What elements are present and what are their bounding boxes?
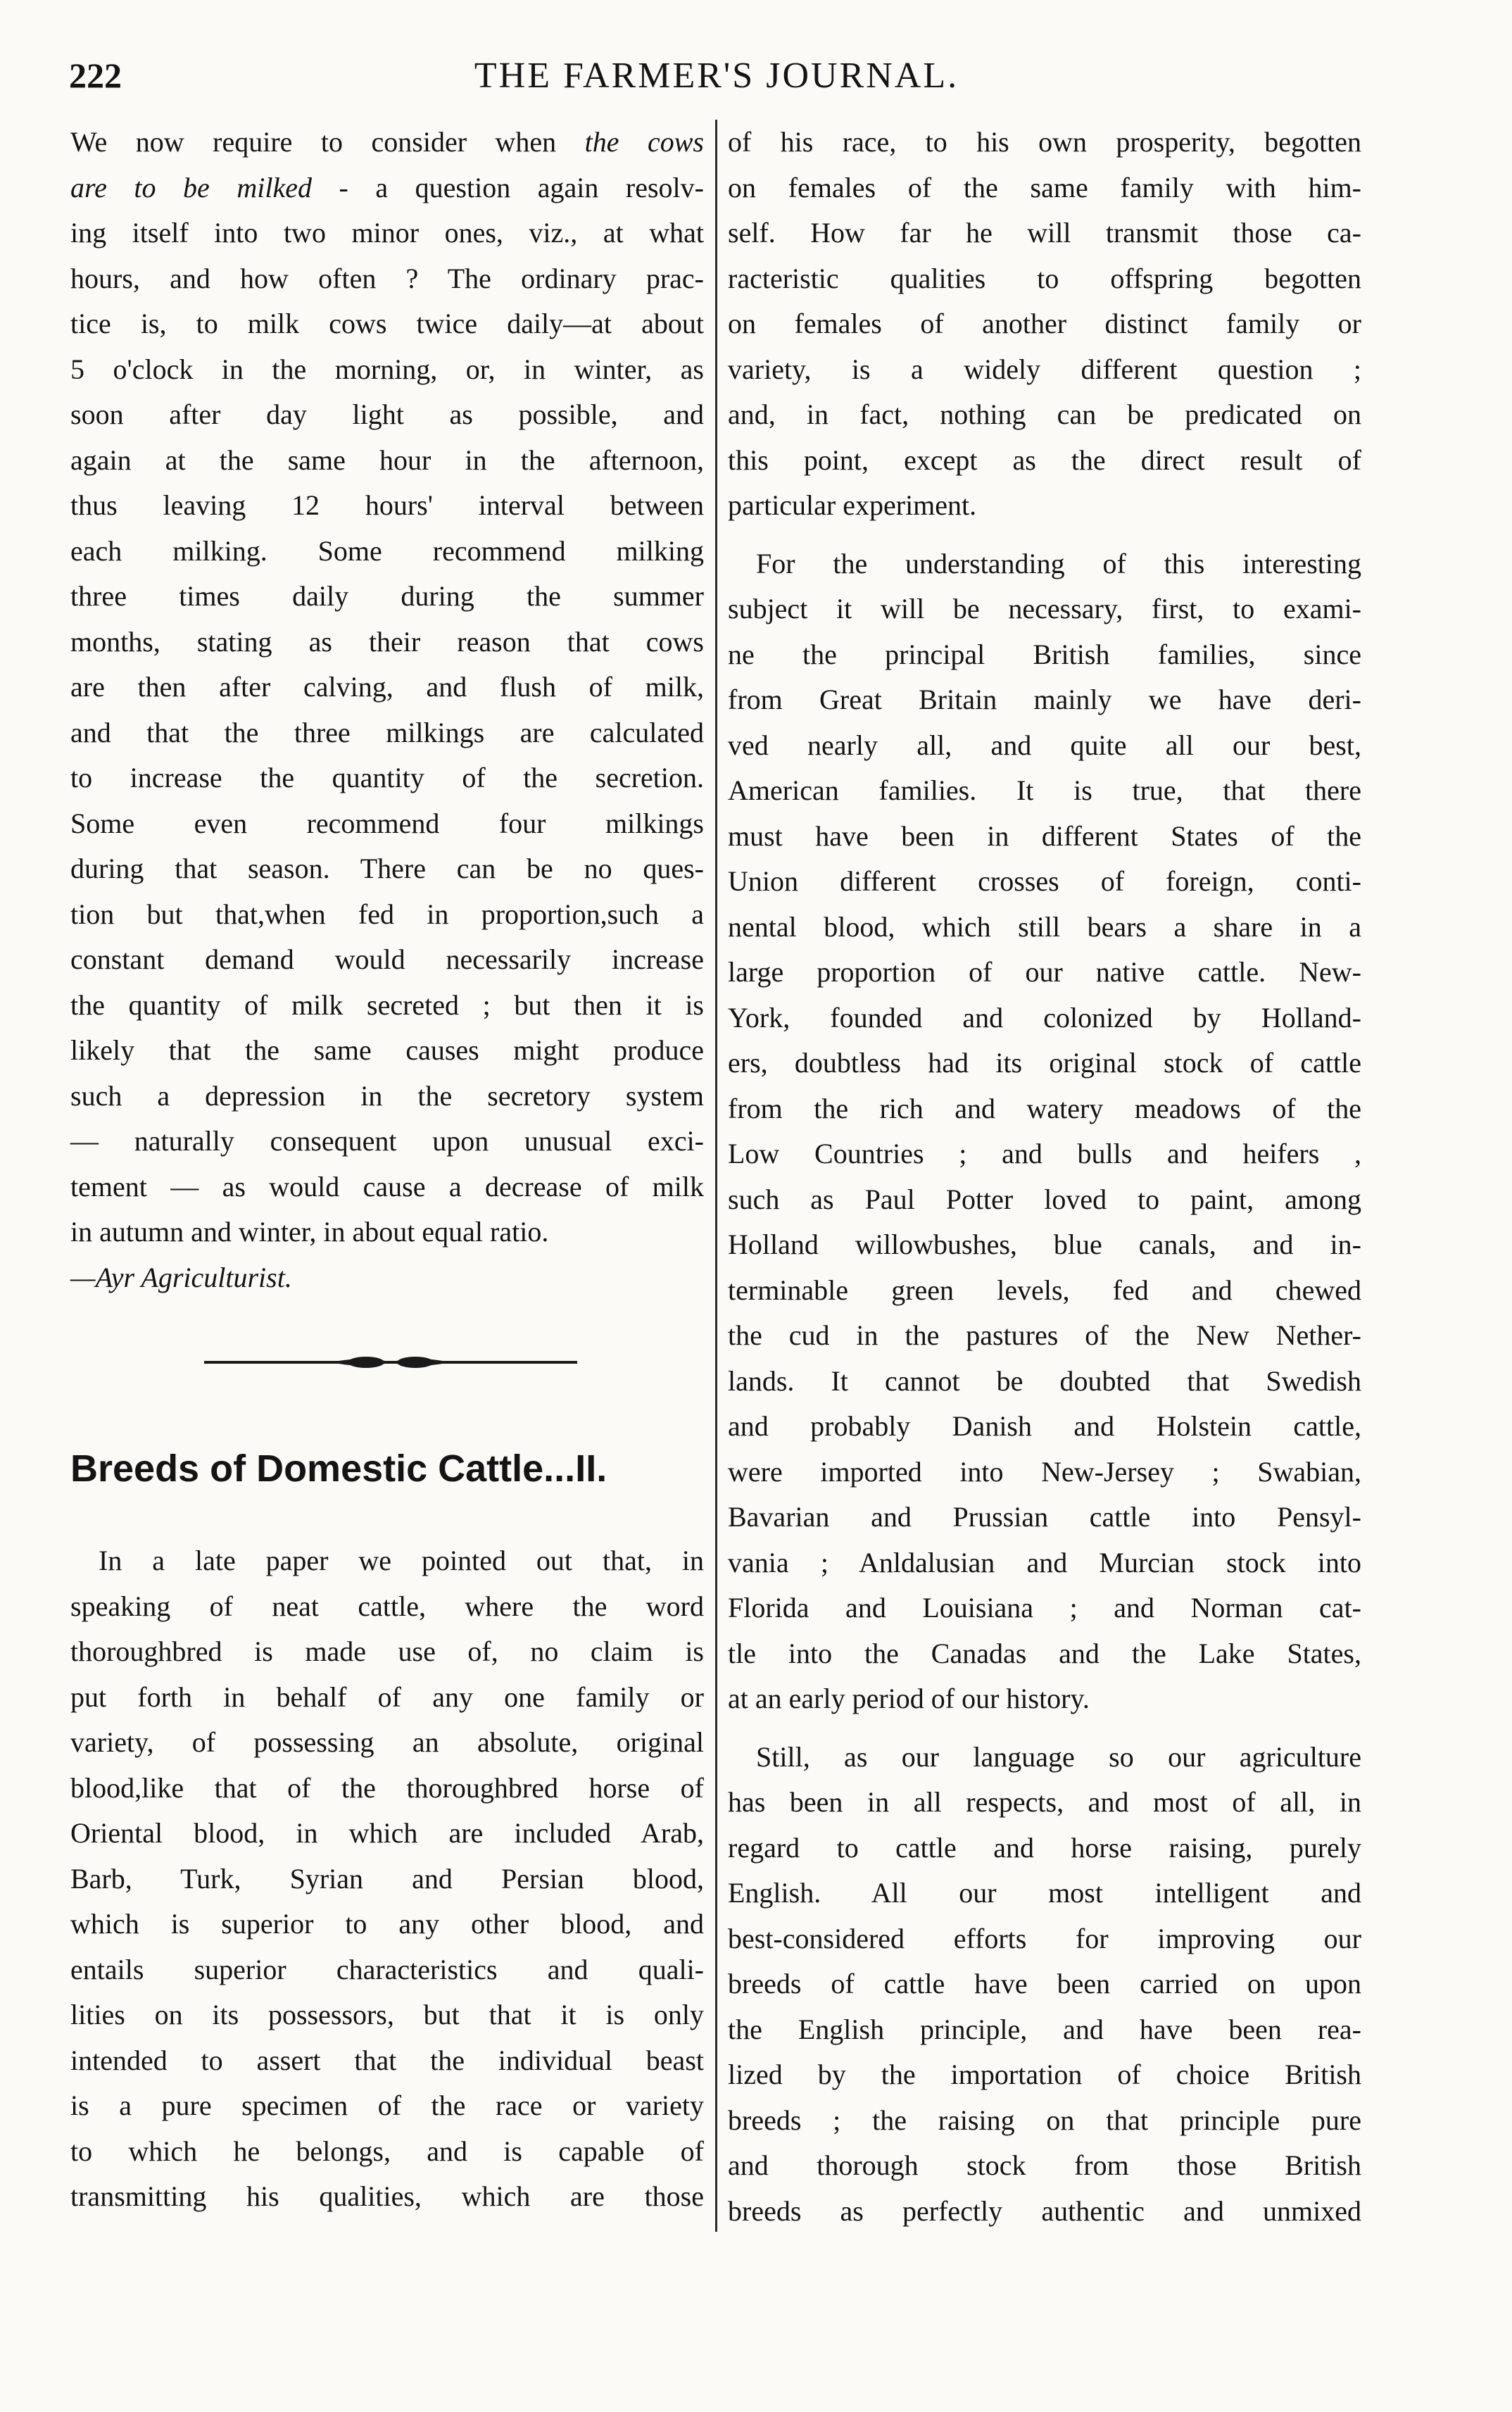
running-title: THE FARMER'S JOURNAL. xyxy=(474,56,959,96)
text-line: which is superior to any other blood, and xyxy=(70,1908,704,1940)
text-line: ing itself into two minor ones, viz., at what xyxy=(70,217,704,249)
text-line: on females of the same family with him- xyxy=(728,171,1361,203)
text-line: the quantity of milk secreted ; but then it is xyxy=(70,988,704,1021)
text-line: put forth in behalf of any one family or xyxy=(70,1681,704,1713)
left-column xyxy=(70,120,704,1300)
text-line: is a pure specimen of the race or variety xyxy=(70,2090,704,2121)
section-title: Breeds of Domestic Cattle...II. xyxy=(70,1447,607,1490)
text-line: terminable green levels, fed and chewed xyxy=(728,1274,1361,1306)
text-line: of his race, to his own prosperity, begotten xyxy=(728,126,1361,158)
text-line: best-considered efforts for improving our xyxy=(728,1922,1361,1954)
text-line: blood,like that of the thoroughbred horse of xyxy=(70,1771,704,1804)
text-line: 5 o'clock in the morning, or, in winter, as xyxy=(70,353,704,385)
text-line: variety, of possessing an absolute, original xyxy=(70,1726,704,1758)
text-line: months, stating as their reason that cows xyxy=(70,625,704,658)
text-line: were imported into New-Jersey ; Swabian, xyxy=(728,1455,1361,1488)
text-line: Florida and Louisiana ; and Norman cat- xyxy=(728,1592,1361,1623)
text-line: ved nearly all, and quite all our best, xyxy=(728,729,1361,761)
text-line: breeds of cattle have been carried on upon xyxy=(728,1968,1361,1999)
column-divider xyxy=(715,120,717,2232)
text-line: to increase the quantity of the secretion. xyxy=(70,762,704,793)
text-line: regard to cattle and horse raising, purely xyxy=(728,1831,1361,1864)
text-line: Low Countries ; and bulls and heifers , xyxy=(728,1138,1361,1169)
text-line: large proportion of our native cattle. New- xyxy=(728,956,1361,988)
text-line: at an early period of our history. xyxy=(728,1683,1090,1714)
text-line: in autumn and winter, in about equal ratio. xyxy=(70,1216,549,1248)
text-line: during that season. There can be no ques- xyxy=(70,853,704,884)
text-line: soon after day light as possible, and xyxy=(70,398,704,430)
page-number: 222 xyxy=(69,56,122,95)
text-line: York, founded and colonized by Holland- xyxy=(728,1001,1361,1034)
text-line: lized by the importation of choice British xyxy=(728,2059,1361,2090)
paragraph-gap xyxy=(728,529,1361,541)
text-line: American families. It is true, that there xyxy=(728,774,1361,806)
text-line: must have been in different States of the xyxy=(728,819,1361,852)
text-line: Some even recommend four milkings xyxy=(70,807,704,839)
text-line: entails superior characteristics and quali- xyxy=(70,1953,704,1985)
text-line: and probably Danish and Holstein cattle, xyxy=(728,1410,1361,1442)
text-line: the cud in the pastures of the New Nether- xyxy=(728,1319,1361,1351)
text-line: breeds as perfectly authentic and unmixed xyxy=(728,2194,1361,2227)
text-line: lities on its possessors, but that it is only xyxy=(70,1999,704,2030)
text-line: tle into the Canadas and the Lake States, xyxy=(728,1637,1361,1669)
text-line: on females of another distinct family or xyxy=(728,308,1361,339)
text-line: subject it will be necessary, first, to exami- xyxy=(728,593,1361,624)
text-line: self. How far he will transmit those ca- xyxy=(728,217,1361,249)
text-line: Holland willowbushes, blue canals, and in- xyxy=(728,1229,1361,1260)
text-line: Bavarian and Prussian cattle into Pensyl- xyxy=(728,1501,1361,1533)
text-line: nental blood, which still bears a share in a xyxy=(728,910,1361,943)
italic-phrase: the cows xyxy=(584,126,704,158)
text-line: tion but that,when fed in proportion,such a xyxy=(70,898,704,930)
text-line: and that the three milkings are calculated xyxy=(70,716,704,748)
text-line: ers, doubtless had its original stock of cattle xyxy=(728,1047,1361,1079)
text-line: speaking of neat cattle, where the word xyxy=(70,1590,704,1622)
paragraph-gap xyxy=(728,1722,1361,1735)
text-line: constant demand would necessarily increase xyxy=(70,943,704,975)
text-line: particular experiment. xyxy=(728,489,977,521)
page-header xyxy=(69,55,1364,111)
text-line: In a late paper we pointed out that, in xyxy=(99,1545,704,1576)
text-line: has been in all respects, and most of all, in xyxy=(728,1786,1361,1818)
section-divider-ornament xyxy=(204,1348,577,1376)
text-line: Barb, Turk, Syrian and Persian blood, xyxy=(70,1862,704,1895)
text-line: and, in fact, nothing can be predicated on xyxy=(728,398,1361,430)
phrase-start: We now require to consider when xyxy=(70,126,585,158)
text-line: For the understanding of this interesting xyxy=(756,547,1361,579)
text-line: variety, is a widely different question ; xyxy=(728,353,1361,385)
text-line: thoroughbred is made use of, no claim is xyxy=(70,1635,704,1667)
text-line: again at the same hour in the afternoon, xyxy=(70,444,704,476)
text-line: — naturally consequent upon unusual exci- xyxy=(70,1125,704,1157)
text-line: are then after calving, and flush of milk, xyxy=(70,671,704,703)
text-line: from Great Britain mainly we have deri- xyxy=(728,684,1361,715)
text-line: to which he belongs, and is capable of xyxy=(70,2135,704,2167)
text-line: such as Paul Potter loved to paint, among xyxy=(728,1183,1361,1215)
text-line: likely that the same causes might produce xyxy=(70,1034,704,1066)
text-line: vania ; Anldalusian and Murcian stock into xyxy=(728,1546,1361,1578)
text-line: Still, as our language so our agriculture xyxy=(756,1740,1361,1773)
text-line: Union different crosses of foreign, conti- xyxy=(728,865,1361,897)
text-line: the English principle, and have been rea- xyxy=(728,2013,1361,2045)
text-line: each milking. Some recommend milking xyxy=(70,534,704,567)
text-line: intended to assert that the individual beast xyxy=(70,2044,704,2076)
text-line: tement — as would cause a decrease of milk xyxy=(70,1170,704,1202)
text-line: Oriental blood, in which are included Arab, xyxy=(70,1817,704,1849)
text-line: transmitting his qualities, which are those xyxy=(70,2180,704,2212)
text-line: this point, except as the direct result of xyxy=(728,444,1361,476)
text-line xyxy=(70,120,704,165)
text-line: lands. It cannot be doubted that Swedish xyxy=(728,1364,1361,1397)
text-line: from the rich and watery meadows of the xyxy=(728,1092,1361,1124)
left-column-article xyxy=(70,1538,704,2220)
attribution: —Ayr Agriculturist. xyxy=(70,1261,292,1293)
text-line: ne the principal British families, since xyxy=(728,638,1361,670)
text-line: breeds ; the raising on that principle pure xyxy=(728,2104,1361,2136)
text-line: English. All our most intelligent and xyxy=(728,1877,1361,1909)
text-line: thus leaving 12 hours' interval between xyxy=(70,489,704,521)
text-line xyxy=(70,165,704,211)
right-column xyxy=(728,120,1361,2234)
italic-phrase: are to be milked xyxy=(70,171,312,203)
text-line: three times daily during the summer xyxy=(70,580,704,612)
text-line: such a depression in the secretory system xyxy=(70,1079,704,1112)
text-line: and thorough stock from those British xyxy=(728,2149,1361,2181)
text-line: hours, and how often ? The ordinary prac- xyxy=(70,262,704,294)
phrase-end: - a question again resolv- xyxy=(311,171,704,203)
text-line: racteristic qualities to offspring begotten xyxy=(728,262,1361,294)
text-line: tice is, to milk cows twice daily—at about xyxy=(70,308,704,339)
